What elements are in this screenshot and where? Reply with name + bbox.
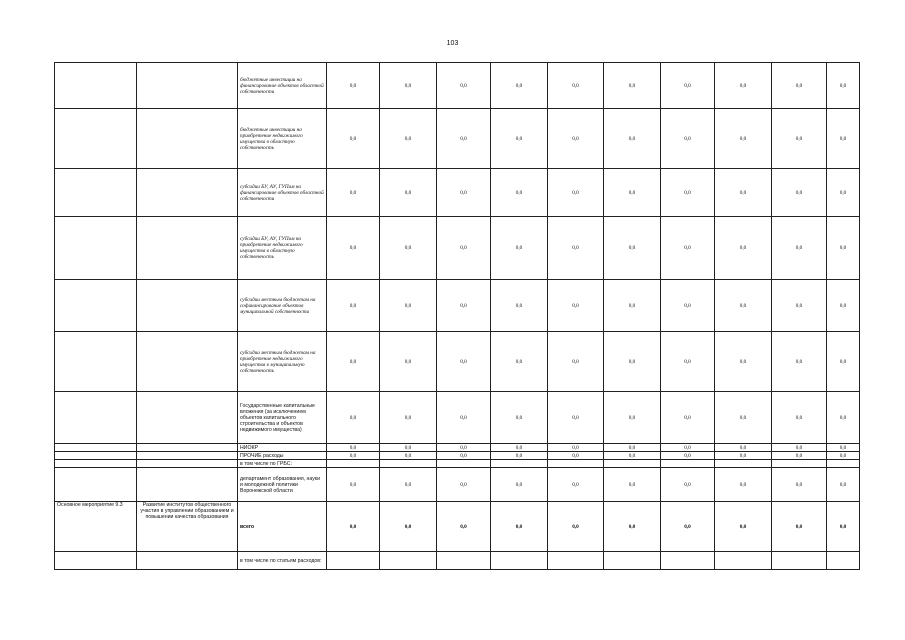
value-cell: 0,0 <box>327 502 380 552</box>
value-cell: 0,0 <box>772 217 827 280</box>
value-cell <box>548 552 604 570</box>
row-label: субсидии БУ, АУ, ГУПам на приобретение недвижимого имущества в областную собственность <box>238 217 327 280</box>
value-cell: 0,0 <box>827 444 860 452</box>
empty-cell <box>137 63 238 109</box>
table-row <box>55 392 860 444</box>
value-cell: 0,0 <box>604 332 661 392</box>
value-cell <box>772 552 827 570</box>
value-cell: 0,0 <box>380 169 437 217</box>
value-cell: 0,0 <box>380 392 437 444</box>
value-cell: 0,0 <box>491 468 548 502</box>
value-cell: 0,0 <box>604 452 661 460</box>
value-cell: 0,0 <box>661 217 715 280</box>
value-cell: 0,0 <box>380 444 437 452</box>
value-cell: 0,0 <box>327 468 380 502</box>
value-cell: 0,0 <box>772 332 827 392</box>
table-row <box>55 217 860 280</box>
value-cell: 0,0 <box>380 452 437 460</box>
value-cell: 0,0 <box>604 444 661 452</box>
value-cell: 0,0 <box>491 392 548 444</box>
value-cell: 0,0 <box>327 63 380 109</box>
table-row <box>55 552 860 570</box>
row-label: субсидии БУ, АУ, ГУПам на финансирование объектов областной собственности <box>238 169 327 217</box>
empty-cell <box>55 332 137 392</box>
value-cell: 0,0 <box>548 392 604 444</box>
value-cell: 0,0 <box>827 392 860 444</box>
value-cell: 0,0 <box>715 452 772 460</box>
value-cell: 0,0 <box>661 63 715 109</box>
value-cell: 0,0 <box>491 502 548 552</box>
empty-cell <box>55 444 137 452</box>
value-cell: 0,0 <box>715 280 772 332</box>
value-cell: 0,0 <box>437 217 491 280</box>
value-cell: 0,0 <box>661 392 715 444</box>
value-cell <box>548 460 604 468</box>
value-cell: 0,0 <box>827 217 860 280</box>
value-cell <box>437 552 491 570</box>
value-cell: 0,0 <box>548 109 604 169</box>
value-cell: 0,0 <box>380 217 437 280</box>
empty-cell <box>137 552 238 570</box>
empty-cell <box>137 217 238 280</box>
value-cell: 0,0 <box>380 280 437 332</box>
empty-cell <box>137 468 238 502</box>
value-cell: 0,0 <box>437 444 491 452</box>
value-cell: 0,0 <box>827 280 860 332</box>
value-cell: 0,0 <box>327 280 380 332</box>
event-name: Развитие институтов общественного участия в управлении образованием и повышении качества образования <box>137 502 238 552</box>
value-cell <box>327 552 380 570</box>
value-cell: 0,0 <box>772 109 827 169</box>
total-label: всего <box>238 502 327 552</box>
value-cell: 0,0 <box>380 502 437 552</box>
empty-cell <box>55 280 137 332</box>
value-cell: 0,0 <box>327 109 380 169</box>
value-cell: 0,0 <box>772 444 827 452</box>
empty-cell <box>55 468 137 502</box>
value-cell: 0,0 <box>661 280 715 332</box>
row-label: бюджетные инвестиции на финансирование объектов областной собственности <box>238 63 327 109</box>
table-row <box>55 169 860 217</box>
row-label: субсидии местным бюджетам на софинансирование объектов муниципальной собственности <box>238 280 327 332</box>
row-label: ПРОЧИЕ расходы <box>238 452 327 460</box>
value-cell: 0,0 <box>827 452 860 460</box>
value-cell: 0,0 <box>661 169 715 217</box>
table-row <box>55 109 860 169</box>
value-cell: 0,0 <box>604 280 661 332</box>
budget-table <box>54 62 860 570</box>
value-cell: 0,0 <box>604 109 661 169</box>
value-cell <box>604 552 661 570</box>
value-cell <box>661 552 715 570</box>
value-cell: 0,0 <box>715 169 772 217</box>
value-cell <box>827 552 860 570</box>
value-cell: 0,0 <box>491 280 548 332</box>
value-cell <box>327 460 380 468</box>
value-cell: 0,0 <box>437 169 491 217</box>
value-cell: 0,0 <box>661 444 715 452</box>
value-cell: 0,0 <box>380 468 437 502</box>
value-cell <box>772 460 827 468</box>
value-cell: 0,0 <box>437 280 491 332</box>
value-cell: 0,0 <box>380 332 437 392</box>
table-row <box>55 468 860 502</box>
value-cell: 0,0 <box>827 63 860 109</box>
value-cell: 0,0 <box>715 392 772 444</box>
value-cell: 0,0 <box>772 502 827 552</box>
row-label: Государственные капитальные вложения (за исключением объектов капитального строительства и объектов недвижимого имущества) <box>238 392 327 444</box>
sub-label: в том числе по статьям расходов: <box>238 552 327 570</box>
empty-cell <box>55 217 137 280</box>
value-cell: 0,0 <box>661 468 715 502</box>
value-cell: 0,0 <box>327 169 380 217</box>
value-cell: 0,0 <box>604 63 661 109</box>
value-cell: 0,0 <box>715 217 772 280</box>
value-cell: 0,0 <box>661 452 715 460</box>
value-cell: 0,0 <box>491 109 548 169</box>
value-cell: 0,0 <box>772 392 827 444</box>
table-row <box>55 452 860 460</box>
value-cell: 0,0 <box>772 169 827 217</box>
value-cell: 0,0 <box>548 63 604 109</box>
value-cell: 0,0 <box>604 468 661 502</box>
value-cell: 0,0 <box>827 169 860 217</box>
value-cell: 0,0 <box>491 452 548 460</box>
value-cell: 0,0 <box>661 332 715 392</box>
value-cell: 0,0 <box>327 444 380 452</box>
table-row <box>55 332 860 392</box>
value-cell: 0,0 <box>437 109 491 169</box>
empty-cell <box>55 169 137 217</box>
row-label: департамент образования, науки и молодежной политики Воронежской области <box>238 468 327 502</box>
value-cell: 0,0 <box>827 109 860 169</box>
table-row <box>55 63 860 109</box>
value-cell: 0,0 <box>437 468 491 502</box>
row-label: в том числе по ГРБС: <box>238 460 327 468</box>
table-row <box>55 460 860 468</box>
value-cell: 0,0 <box>491 169 548 217</box>
value-cell <box>604 460 661 468</box>
value-cell: 0,0 <box>604 169 661 217</box>
empty-cell <box>55 460 137 468</box>
table-row <box>55 280 860 332</box>
value-cell: 0,0 <box>548 332 604 392</box>
value-cell: 0,0 <box>604 217 661 280</box>
row-label: бюджетные инвестиции на приобретение недвижимого имущества в областную собственность <box>238 109 327 169</box>
value-cell: 0,0 <box>548 169 604 217</box>
page-number: 103 <box>446 40 459 47</box>
value-cell: 0,0 <box>437 63 491 109</box>
value-cell <box>491 460 548 468</box>
value-cell: 0,0 <box>380 63 437 109</box>
empty-cell <box>137 444 238 452</box>
value-cell: 0,0 <box>715 468 772 502</box>
value-cell: 0,0 <box>772 452 827 460</box>
value-cell: 0,0 <box>827 468 860 502</box>
value-cell: 0,0 <box>491 332 548 392</box>
value-cell <box>827 460 860 468</box>
value-cell: 0,0 <box>327 332 380 392</box>
value-cell: 0,0 <box>661 502 715 552</box>
value-cell <box>715 460 772 468</box>
value-cell: 0,0 <box>437 452 491 460</box>
empty-cell <box>55 552 137 570</box>
value-cell <box>661 460 715 468</box>
value-cell: 0,0 <box>437 502 491 552</box>
empty-cell <box>137 169 238 217</box>
value-cell <box>380 460 437 468</box>
value-cell: 0,0 <box>604 502 661 552</box>
value-cell: 0,0 <box>327 452 380 460</box>
value-cell: 0,0 <box>548 217 604 280</box>
value-cell: 0,0 <box>772 468 827 502</box>
value-cell: 0,0 <box>548 468 604 502</box>
value-cell: 0,0 <box>661 109 715 169</box>
empty-cell <box>137 332 238 392</box>
value-cell: 0,0 <box>827 332 860 392</box>
row-label: НИОКР <box>238 444 327 452</box>
empty-cell <box>137 392 238 444</box>
value-cell: 0,0 <box>827 502 860 552</box>
table-row <box>55 502 860 552</box>
value-cell: 0,0 <box>604 392 661 444</box>
value-cell: 0,0 <box>548 280 604 332</box>
empty-cell <box>137 280 238 332</box>
empty-cell <box>137 109 238 169</box>
value-cell: 0,0 <box>327 217 380 280</box>
empty-cell <box>55 452 137 460</box>
empty-cell <box>55 109 137 169</box>
value-cell: 0,0 <box>715 444 772 452</box>
value-cell <box>715 552 772 570</box>
empty-cell <box>137 452 238 460</box>
value-cell: 0,0 <box>548 444 604 452</box>
row-label: субсидии местным бюджетам на приобретение недвижимого имущества в муниципальную собственность <box>238 332 327 392</box>
value-cell: 0,0 <box>491 63 548 109</box>
value-cell: 0,0 <box>491 444 548 452</box>
table-row <box>55 444 860 452</box>
event-code: Основное мероприятие 9.3 <box>55 502 137 552</box>
value-cell <box>437 460 491 468</box>
value-cell: 0,0 <box>548 452 604 460</box>
value-cell: 0,0 <box>437 332 491 392</box>
value-cell: 0,0 <box>715 109 772 169</box>
value-cell: 0,0 <box>715 332 772 392</box>
value-cell: 0,0 <box>491 217 548 280</box>
value-cell: 0,0 <box>772 63 827 109</box>
value-cell <box>491 552 548 570</box>
empty-cell <box>55 392 137 444</box>
empty-cell <box>55 63 137 109</box>
value-cell: 0,0 <box>380 109 437 169</box>
empty-cell <box>137 460 238 468</box>
value-cell: 0,0 <box>327 392 380 444</box>
value-cell: 0,0 <box>715 63 772 109</box>
value-cell <box>380 552 437 570</box>
value-cell: 0,0 <box>548 502 604 552</box>
value-cell: 0,0 <box>437 392 491 444</box>
value-cell: 0,0 <box>715 502 772 552</box>
value-cell: 0,0 <box>772 280 827 332</box>
